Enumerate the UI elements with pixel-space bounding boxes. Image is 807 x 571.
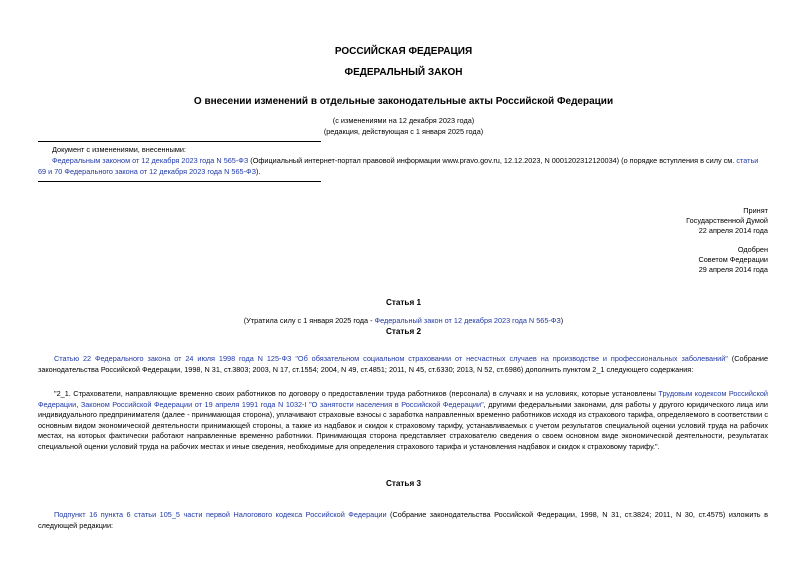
article3-p1-text: (Собрание законодательства Российской Федерации, 1998, N 31, ст.3824; 2011, N 30, ст.4575) изложить в следующей редакции: (38, 510, 768, 530)
adopted-block (568, 206, 768, 237)
changes-intro: Документ с изменениями, внесенными: (52, 145, 186, 154)
article2-p1-text: (Собрание законодательства Российской Федерации, 1998, N 31, ст.3803; 2003, N 17, ст.1554; 2004, N 49, ст.4851; 2011, N 45, ст.6330; 2013, N 52, ст.6986) дополнить пунктом 2_1 следующего содержания: (38, 354, 769, 374)
changes-link-articles[interactable]: статьи 69 и 70 Федерального закона от 12 декабря 2023 года N 565-ФЗ (38, 156, 759, 176)
country-heading: РОССИЙСКАЯ ФЕДЕРАЦИЯ (334, 46, 473, 57)
changes-bottom-rule (38, 181, 321, 182)
labor-code-link[interactable]: Трудовым кодексом Российской Федерации (38, 389, 768, 409)
article2-p2-post: , другими федеральными законами, для работы у другого юридического лица или индивидуального предпринимателя (далее - принимающая сторона), уплачивают страховые взносы с заработка направленных временно работников исходя из страхового тарифа, определяемого в соответствии с основным видом экономической деятельности принимающей стороны, а также из надбавок и скидок к страховому тарифу, устанавливаемых с учетом результатов специальной оценки условий труда на рабочих местах, на которых фактически работают направленные временно работники. Принимающая сторона представляет страхователю сведения о своем основном виде экономической деятельности, результатах специальной оценки условий труда на рабочих местах и иные сведения, необходимые для определения страхового тарифа и установления надбавок и скидок к страховому тарифу.". (38, 399, 769, 451)
article1-note-post: ) (560, 316, 564, 325)
employment-law-link[interactable]: Законом Российской Федерации от 19 апреля 1991 года N 1032-I "О занятости населения в Российской Федерации" (80, 399, 484, 409)
changes-link-565fz[interactable]: Федеральным законом от 12 декабря 2023 года N 565-ФЗ (52, 156, 249, 165)
edition-note: (редакция, действующая с 1 января 2025 года) (323, 127, 484, 136)
adopted-line3: 22 апреля 2014 года (698, 226, 768, 236)
doc-type-heading: ФЕДЕРАЛЬНЫЙ ЗАКОН (344, 67, 463, 78)
document-title: О внесении изменений в отдельные законодательные акты Российской Федерации (193, 96, 614, 107)
article1-note-pre: (Утратила силу с 1 января 2025 года - (243, 316, 375, 325)
approved-block (568, 245, 768, 276)
article1-note (0, 316, 807, 327)
changes-text: (Официальный интернет-портал правовой информации www.pravo.gov.ru, 12.12.2023, N 0001202312120034) (о порядке вступления в силу см. (248, 156, 737, 165)
changes-top-rule (38, 141, 321, 142)
article3-paragraph1 (38, 510, 768, 531)
article3-heading: Статья 3 (385, 479, 422, 488)
approved-line1: Одобрен (737, 245, 768, 254)
adopted-line2: Государственной Думой (686, 216, 768, 226)
article1-note-link[interactable]: Федеральный закон от 12 декабря 2023 года N 565-ФЗ (374, 316, 561, 325)
approved-line2: Советом Федерации (698, 255, 768, 265)
adopted-line1: Принят (743, 206, 768, 215)
article2-heading: Статья 2 (385, 327, 422, 336)
article2-link-125fz[interactable]: Статью 22 Федерального закона от 24 июля 1998 года N 125-ФЗ "Об обязательном социальном страховании от несчастных случаев на производстве и профессиональных заболеваний" (54, 354, 728, 363)
changes-list (38, 156, 768, 177)
approved-line3: 29 апреля 2014 года (698, 265, 768, 275)
changes-note: (с изменениями на 12 декабря 2023 года) (332, 116, 475, 125)
changes-text-end: ). (255, 166, 261, 176)
article2-paragraph2 (38, 389, 768, 453)
article1-heading: Статья 1 (385, 298, 422, 307)
article2-paragraph1 (38, 354, 768, 375)
article2-p2-pre: "2_1. Страхователи, направляющие временно своих работников по договору о предоставлении труда работников (персонала) в случаях и на условиях, которые установлены (54, 389, 659, 398)
tax-code-link[interactable]: Подпункт 16 пункта 6 статьи 105_5 части первой Налогового кодекса Российской Федерации (54, 510, 387, 519)
article2-p2-sep: , (76, 399, 81, 409)
